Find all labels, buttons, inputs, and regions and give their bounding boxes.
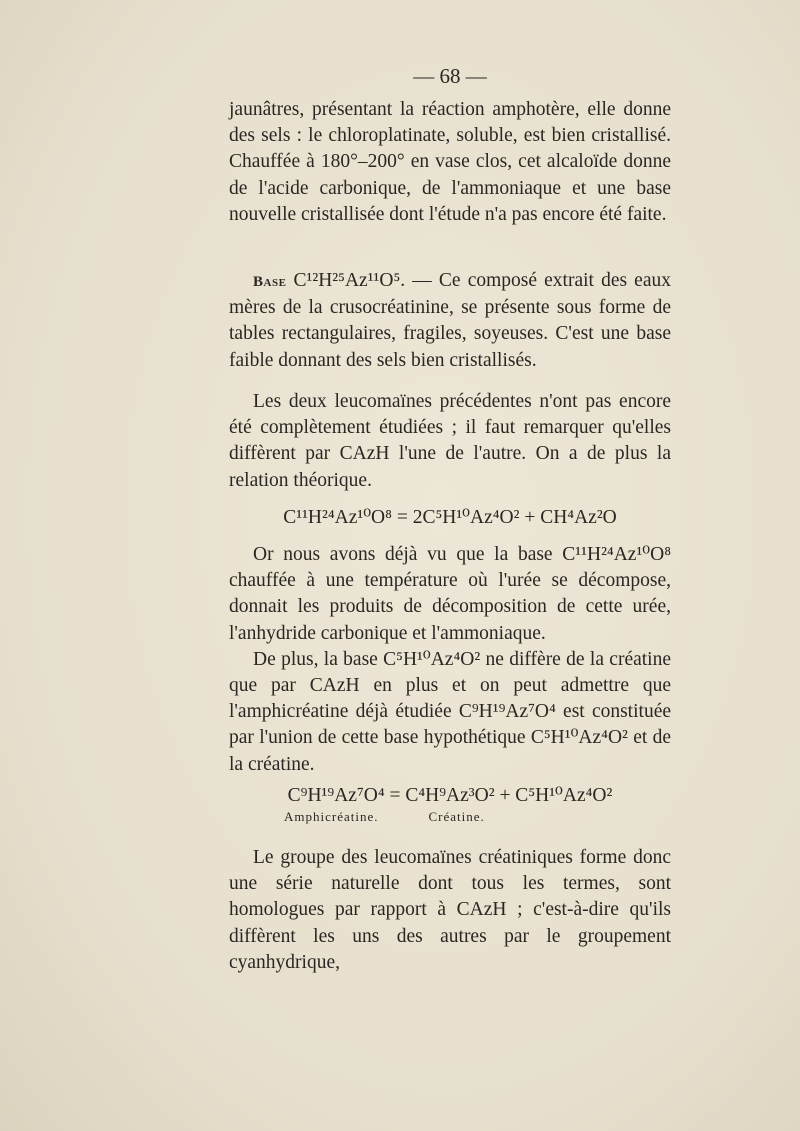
formula-amphi: C⁹H¹⁹Az⁷O⁴ — [458, 701, 556, 723]
base-label: Base — [253, 274, 287, 290]
formula-c5: C⁵H¹⁰Az⁴O² — [383, 648, 481, 670]
paragraph-3 — [229, 389, 671, 494]
paragraph-4a: Or nous avons déjà vu que la base — [253, 544, 553, 565]
equation-1-text: C¹¹H²⁴Az¹⁰O⁸ = 2C⁵H¹⁰Az⁴O² + CH⁴Az²O — [283, 507, 617, 528]
paragraph-5a: De plus, la base — [253, 648, 378, 670]
paragraph-3-text: Les deux leucomaïnes précédentes n'ont pas encore été complètement étudiées ; il faut remarquer qu'elles diffèrent par CAzH l'une de l'autre. On a de plus la relation théorique. — [229, 391, 671, 491]
paragraph-5c: est constituée par l'union de cette base hypothétique — [229, 701, 671, 749]
paragraph-2 — [229, 268, 671, 374]
equation-2-captions — [229, 808, 671, 826]
equation-1 — [229, 505, 671, 531]
paragraph-6-text: Le groupe des leucomaïnes créatiniques forme donc une série naturelle dont tous les termes, sont homologues par rapport à CAzH ; c'est-à-dire qu'ils diffèrent les uns des autres par le groupement cyanhydrique, — [229, 847, 671, 973]
paragraph-1 — [229, 97, 671, 228]
paragraph-4 — [229, 542, 671, 778]
caption-creatine: Créatine. — [428, 809, 485, 824]
paragraph-5b: ne diffère de la créatine que par CAzH en plus et on peut admettre que l'amphicréatine déjà étudiée — [229, 648, 671, 723]
paragraph-1-text: jaunâtres, présentant la réaction amphotère, elle donne des sels : le chloroplatinate, soluble, est bien cristallisé. Chauffée à 180°–200° en vase clos, cet alcaloïde donne de l'acide carbonique, de l'ammoniaque et une base nouvelle cristallisée dont l'étude n'a pas encore été faite. — [229, 99, 671, 225]
paragraph-2-text: . — Ce composé extrait des eaux mères de la crusocréatinine, se présente sous forme de tables rectangulaires, fragiles, soyeuses. C'est une base faible donnant des sels bien cristallisés. — [229, 270, 671, 371]
paragraph-6 — [229, 845, 671, 976]
page-number: — 68 — — [413, 64, 487, 88]
formula-c11: C¹¹H²⁴Az¹⁰O⁸ — [562, 544, 672, 565]
equation-2-text: C⁹H¹⁹Az⁷O⁴ = C⁴H⁹Az³O² + C⁵H¹⁰Az⁴O² — [287, 785, 613, 806]
base-formula: C¹²H²⁵Az¹¹O⁵ — [293, 270, 401, 291]
equation-2 — [229, 783, 671, 809]
paragraph-5d: et de la créatine. — [229, 727, 672, 775]
caption-amphicreatine: Amphicréatine. — [284, 809, 379, 824]
formula-hypo: C⁵H¹⁰Az⁴O² — [530, 727, 628, 749]
paragraph-4b: chauffée à une température où l'urée se décompose, donnait les produits de décomposition de cette urée, l'anhydride carbonique et l'ammoniaque. — [229, 570, 671, 644]
